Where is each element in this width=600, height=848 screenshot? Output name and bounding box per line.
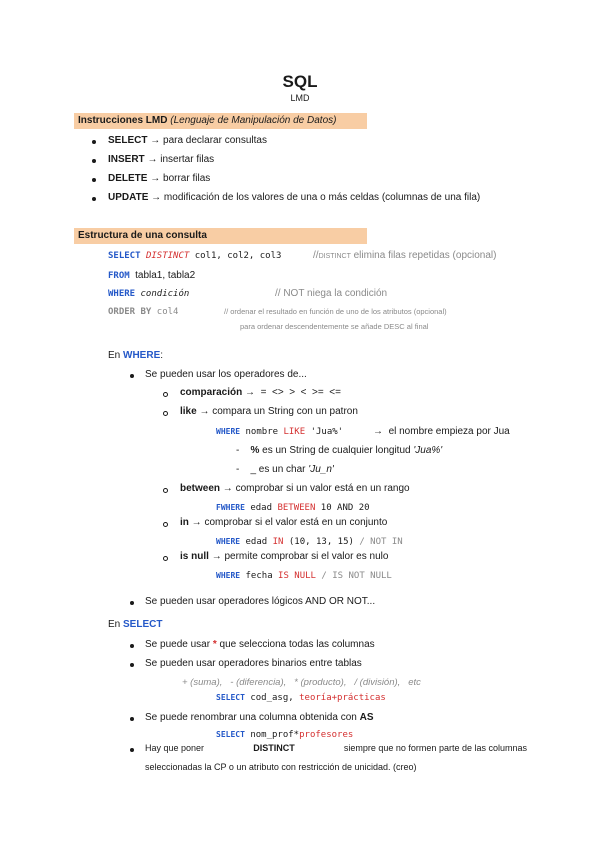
where-heading: En WHERE: — [108, 350, 164, 361]
like-underscore-desc: - _ es un char 'Ju_n' — [236, 464, 334, 475]
page-title: SQL — [282, 72, 318, 91]
comment-order-2: para ordenar descendentemente se añade DESC al final — [240, 322, 429, 331]
select-bullet-distinct-line2: seleccionadas la CP o un atributo con restricción de unicidad. (creo) — [145, 762, 417, 772]
circle-bullet-icon — [163, 556, 168, 561]
select-bullet-binary: Se pueden usar operadores binarios entre tablas — [145, 658, 362, 669]
section-header-bold: Instrucciones LMD — [78, 115, 168, 126]
op-isnull: is null → permite comprobar si el valor es nulo — [180, 551, 389, 562]
circle-bullet-icon — [163, 411, 168, 416]
section-header-estructura: Estructura de una consulta — [74, 228, 367, 244]
list-item-insert: INSERT → insertar filas — [108, 154, 215, 165]
bullet-icon — [92, 197, 96, 201]
bullet-icon — [92, 140, 96, 144]
isnull-example: WHERE fecha IS NULL / IS NOT NULL — [216, 571, 392, 581]
where-bullet-logical: Se pueden usar operadores lógicos AND OR NOT... — [145, 596, 376, 607]
code-line-select: SELECT DISTINCT col1, col2, col3 — [108, 251, 282, 261]
bullet-icon — [130, 644, 134, 648]
like-example: WHERE nombre LIKE 'Jua%' — [216, 427, 344, 437]
circle-bullet-icon — [163, 522, 168, 527]
section-header-italic: (Lenguaje de Manipulación de Datos) — [170, 115, 337, 126]
bullet-icon — [130, 374, 134, 378]
select-bullet-star: Se puede usar * que selecciona todas las columnas — [145, 639, 375, 650]
list-item-delete: DELETE → borrar filas — [108, 173, 211, 184]
section-header-instrucciones — [74, 113, 367, 129]
comment-distinct: //DISTINCT elimina filas repetidas (opcional) — [313, 250, 497, 261]
between-example: FWHERE edad BETWEEN 10 AND 20 — [216, 503, 370, 513]
op-in: in → comprobar si el valor está en un conjunto — [180, 517, 388, 528]
select-heading: En SELECT — [108, 619, 163, 630]
circle-bullet-icon — [163, 488, 168, 493]
op-comparacion: comparación → = <> > < >= <= — [180, 387, 341, 398]
bullet-icon — [130, 601, 134, 605]
list-item-update: UPDATE → modificación de los valores de una o más celdas (columnas de una fila) — [108, 192, 481, 203]
bullet-icon — [92, 159, 96, 163]
in-example: WHERE edad IN (10, 13, 15) / NOT IN — [216, 537, 403, 547]
bullet-icon — [130, 748, 134, 752]
select-bullet-distinct: Hay que poner DISTINCT siempre que no formen parte de las columnas — [145, 743, 527, 753]
bullet-icon — [130, 717, 134, 721]
where-bullet-operators: Se pueden usar los operadores de... — [145, 369, 307, 380]
like-example-desc: → el nombre empieza por Jua — [373, 426, 510, 437]
binary-ops-list: + (suma), - (diferencia), * (producto), / (división), etc — [182, 677, 421, 688]
comment-order-1: // ordenar el resultado en función de uno de los atributos (opcional) — [224, 307, 447, 316]
bullet-icon — [130, 663, 134, 667]
op-like: like → compara un String con un patron — [180, 406, 358, 417]
bullet-icon — [92, 178, 96, 182]
code-line-from: FROM tabla1, tabla2 — [108, 270, 196, 281]
code-line-where: WHERE condición — [108, 289, 190, 299]
page-subtitle: LMD — [290, 93, 310, 103]
select-example-2: SELECT nom_prof*profesores — [216, 730, 354, 740]
list-item-select: SELECT → para declarar consultas — [108, 135, 267, 146]
comment-not: // NOT niega la condición — [275, 288, 388, 299]
select-example-1: SELECT cod_asg, teoría+prácticas — [216, 693, 386, 703]
op-between: between → comprobar si un valor está en un rango — [180, 483, 410, 494]
circle-bullet-icon — [163, 392, 168, 397]
code-line-orderby: ORDER BY col4 — [108, 307, 179, 317]
like-percent-desc: - % es un String de cualquier longitud 'Jua%' — [236, 445, 443, 456]
select-bullet-as: Se puede renombrar una columna obtenida con AS — [145, 712, 374, 723]
